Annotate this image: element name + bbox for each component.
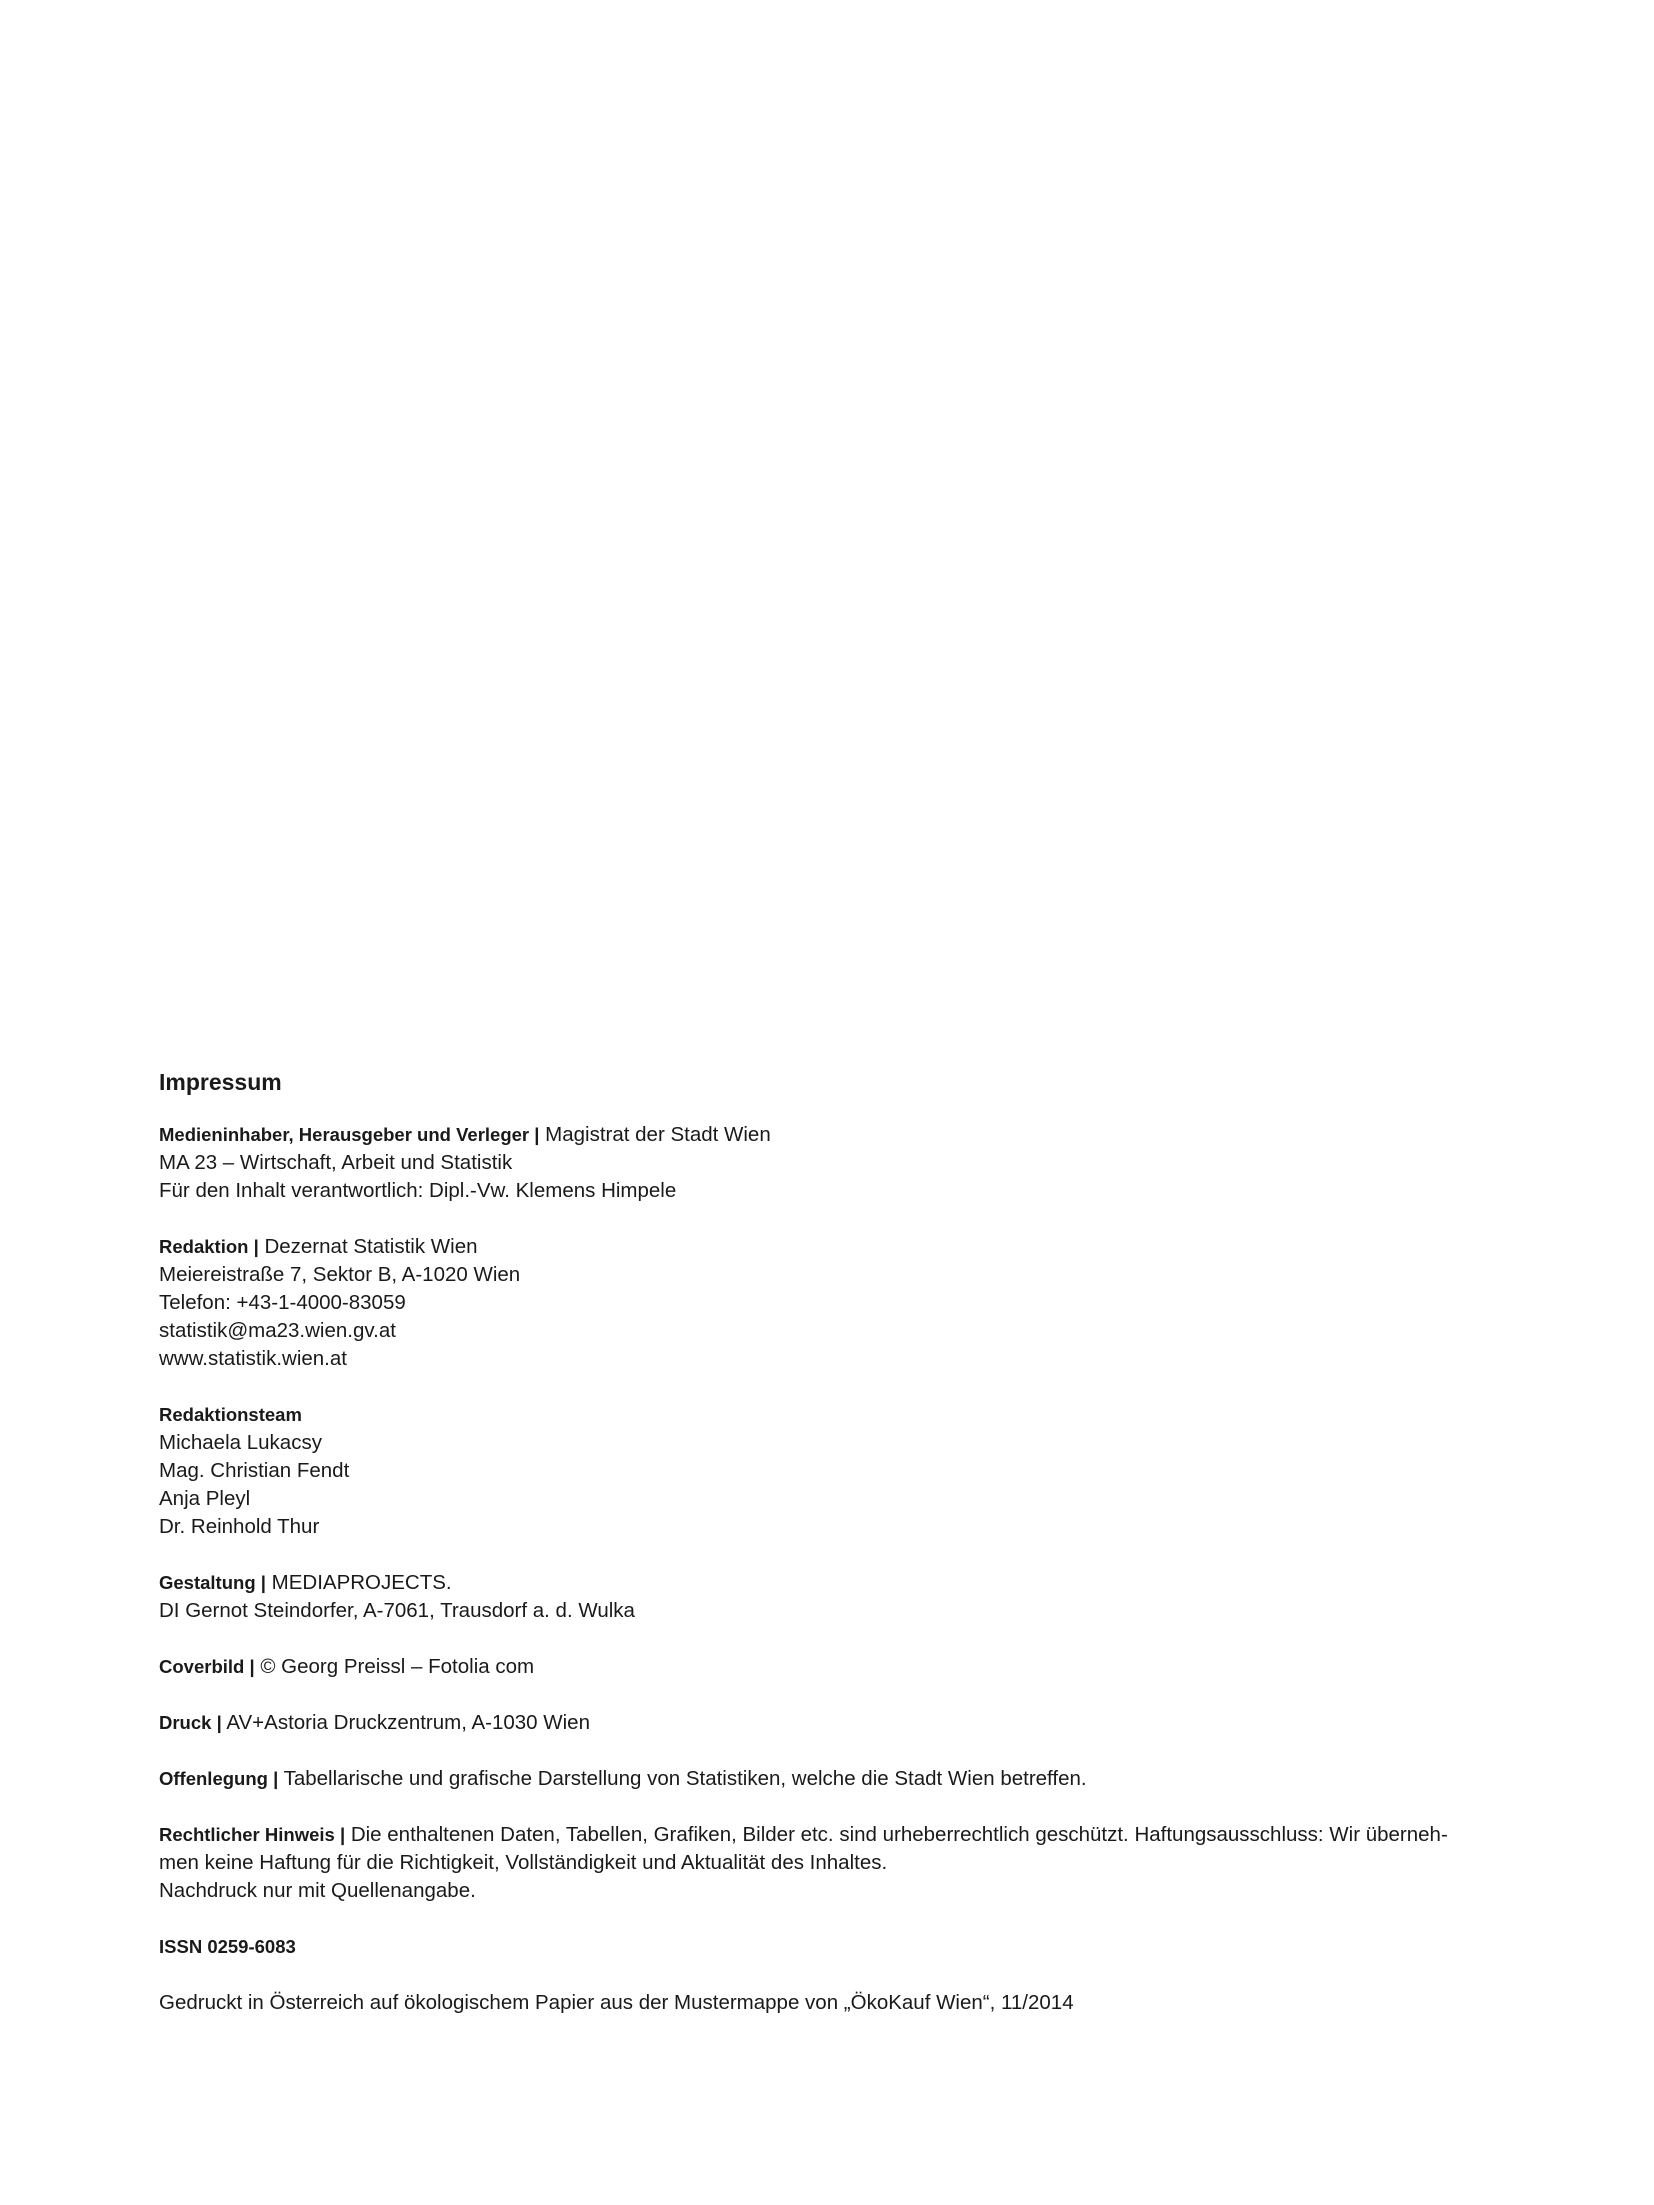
team-member: Michaela Lukacsy	[159, 1431, 322, 1454]
redaktion-phone: Telefon: +43-1-4000-83059	[159, 1291, 406, 1314]
redaktion-line	[159, 1233, 1519, 1261]
rechtlicher-hinweis-line	[159, 1821, 1519, 1849]
impressum-title: Impressum	[159, 1069, 282, 1095]
offenlegung-label: Offenlegung |	[159, 1768, 279, 1789]
gestaltung-line-1: DI Gernot Steindorfer, A-7061, Trausdorf a. d. Wulka	[159, 1599, 635, 1622]
coverbild-line	[159, 1653, 1519, 1681]
issn-block	[159, 1933, 1519, 1961]
team-member: Dr. Reinhold Thur	[159, 1515, 320, 1538]
redaktion-block	[159, 1233, 1519, 1373]
team-member: Anja Pleyl	[159, 1487, 251, 1510]
redaktionsteam-label: Redaktionsteam	[159, 1404, 302, 1425]
rechtlicher-hinweis-value: Die enthaltenen Daten, Tabellen, Grafiken, Bilder etc. sind urheberrechtlich geschützt. Haftungsausschluss: Wir überneh-	[350, 1823, 1448, 1846]
redaktion-label: Redaktion |	[159, 1236, 259, 1257]
druck-label: Druck |	[159, 1712, 222, 1733]
redaktion-value: Dezernat Statistik Wien	[264, 1235, 478, 1258]
offenlegung-value: Tabellarische und grafische Darstellung von Statistiken, welche die Stadt Wien betreffen.	[283, 1767, 1087, 1790]
medieninhaber-line-1: MA 23 – Wirtschaft, Arbeit und Statistik	[159, 1151, 513, 1174]
gestaltung-value: MEDIAPROJECTS.	[271, 1571, 452, 1594]
coverbild-value: © Georg Preissl – Fotolia com	[260, 1655, 535, 1678]
gedruckt-block	[159, 1989, 1519, 2017]
druck-value: AV+Astoria Druckzentrum, A-1030 Wien	[226, 1711, 590, 1734]
impressum-section	[159, 1067, 1519, 2045]
redaktion-website: www.statistik.wien.at	[159, 1347, 347, 1370]
gestaltung-label: Gestaltung |	[159, 1572, 266, 1593]
redaktion-email: statistik@ma23.wien.gv.at	[159, 1319, 396, 1342]
printing-note: Gedruckt in Österreich auf ökologischem Papier aus der Mustermappe von „ÖkoKauf Wien“, 11/2014	[159, 1991, 1074, 2014]
coverbild-block	[159, 1653, 1519, 1681]
medieninhaber-value: Magistrat der Stadt Wien	[545, 1123, 771, 1146]
medieninhaber-block	[159, 1121, 1519, 1205]
druck-block	[159, 1709, 1519, 1737]
offenlegung-line	[159, 1765, 1519, 1793]
gestaltung-block	[159, 1569, 1519, 1625]
team-member: Mag. Christian Fendt	[159, 1459, 350, 1482]
medieninhaber-line-2: Für den Inhalt verantwortlich: Dipl.-Vw. Klemens Himpele	[159, 1179, 677, 1202]
coverbild-label: Coverbild |	[159, 1656, 255, 1677]
issn-number: ISSN 0259-6083	[159, 1936, 296, 1957]
rechtlicher-hinweis-label: Rechtlicher Hinweis |	[159, 1824, 346, 1845]
redaktionsteam-block	[159, 1401, 1519, 1541]
rechtlicher-hinweis-block	[159, 1821, 1519, 1905]
gestaltung-line	[159, 1569, 1519, 1597]
redaktion-address: Meiereistraße 7, Sektor B, A-1020 Wien	[159, 1263, 521, 1286]
medieninhaber-line	[159, 1121, 1519, 1149]
rechtlicher-hinweis-line-1: men keine Haftung für die Richtigkeit, Vollständigkeit und Aktualität des Inhaltes.	[159, 1851, 888, 1874]
medieninhaber-label: Medieninhaber, Herausgeber und Verleger |	[159, 1124, 540, 1145]
rechtlicher-hinweis-line-2: Nachdruck nur mit Quellenangabe.	[159, 1879, 476, 1902]
druck-line	[159, 1709, 1519, 1737]
offenlegung-block	[159, 1765, 1519, 1793]
